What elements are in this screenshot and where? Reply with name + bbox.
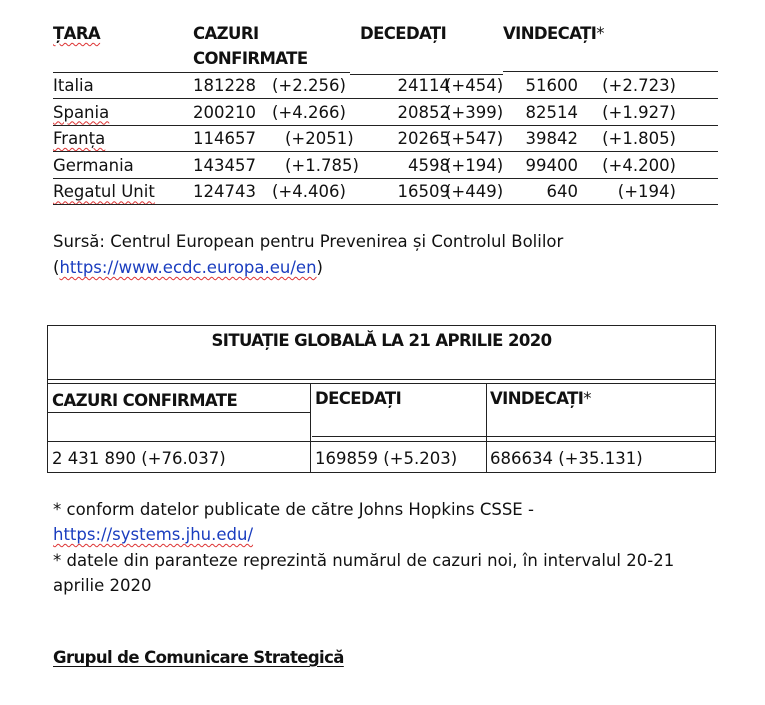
row-divider bbox=[53, 204, 718, 205]
cell-country: Germania bbox=[53, 155, 134, 175]
cell-confirmed: 181228 bbox=[193, 76, 256, 95]
divider bbox=[47, 441, 715, 442]
cell-deaths-new: (+449) bbox=[445, 182, 504, 202]
jhu-link[interactable]: https://systems.jhu.edu/ bbox=[53, 525, 254, 544]
cell-deaths-new: (+547) bbox=[445, 129, 504, 149]
global-confirmed-value: 2 431 890 (+76.037) bbox=[52, 449, 226, 468]
cell-confirmed: 114657 bbox=[193, 129, 256, 149]
cell-deaths-new: (+454) bbox=[445, 76, 504, 95]
note-2-cont: aprilie 2020 bbox=[53, 576, 152, 595]
header-confirmed-2: CONFIRMATE bbox=[193, 49, 308, 68]
divider bbox=[312, 436, 715, 437]
asterisk: * bbox=[583, 389, 592, 408]
divider bbox=[53, 72, 350, 73]
cell-recovered-new: (+2.723) bbox=[602, 76, 676, 95]
paren: ) bbox=[316, 258, 323, 277]
row-divider bbox=[53, 125, 718, 126]
cell-country: Spania bbox=[53, 102, 110, 122]
cell-country: Italia bbox=[53, 76, 94, 95]
cell-country: Regatul Unit bbox=[53, 182, 155, 202]
global-header-confirmed: CAZURI CONFIRMATE bbox=[52, 391, 238, 410]
global-header-recovered bbox=[490, 389, 592, 409]
asterisk: * bbox=[596, 24, 605, 43]
signature: Grupul de Comunicare Strategică bbox=[53, 648, 344, 667]
divider bbox=[47, 379, 715, 380]
global-header-deaths: DECEDAȚI bbox=[315, 389, 402, 408]
cell-deaths: 20852 bbox=[397, 102, 450, 122]
cell-recovered-new: (+1.927) bbox=[602, 102, 676, 122]
cell-confirmed: 200210 bbox=[193, 102, 256, 122]
header-deaths: DECEDAȚI bbox=[360, 24, 447, 43]
row-divider bbox=[53, 178, 718, 179]
cell-confirmed-new: (+4.406) bbox=[272, 182, 346, 202]
cell-recovered: 51600 bbox=[525, 76, 578, 95]
cell-confirmed: 143457 bbox=[193, 155, 256, 175]
divider bbox=[486, 384, 487, 472]
cell-confirmed-new: (+4.266) bbox=[272, 102, 346, 122]
cell-deaths-new: (+194) bbox=[445, 155, 504, 175]
divider bbox=[47, 383, 715, 384]
source-link-line bbox=[53, 258, 323, 278]
row-divider bbox=[53, 151, 718, 152]
note-1: * conform datelor publicate de către Johns Hopkins CSSE - bbox=[53, 500, 534, 519]
header-recovered bbox=[503, 24, 605, 44]
cell-deaths: 24114 bbox=[397, 76, 450, 95]
global-recovered-value: 686634 (+35.131) bbox=[490, 449, 643, 468]
global-title: SITUAȚIE GLOBALĂ LA 21 APRILIE 2020 bbox=[211, 331, 552, 350]
cell-recovered: 99400 bbox=[525, 155, 578, 175]
divider bbox=[47, 412, 310, 413]
label: VINDECAȚI bbox=[490, 389, 584, 408]
cell-recovered-new: (+1.805) bbox=[602, 129, 676, 149]
divider bbox=[350, 74, 503, 75]
cell-recovered-new: (+4.200) bbox=[602, 155, 676, 175]
header-recovered-label: VINDECAȚI bbox=[503, 24, 597, 43]
cell-deaths-new: (+399) bbox=[445, 102, 504, 122]
source-text: Sursă: Centrul European pentru Prevenirea și Controlul Bolilor bbox=[53, 232, 564, 251]
header-country: ȚARA bbox=[53, 24, 101, 43]
paren: ( bbox=[53, 258, 60, 277]
global-deaths-value: 169859 (+5.203) bbox=[315, 449, 458, 468]
cell-confirmed-new: (+2.256) bbox=[272, 76, 346, 95]
row-divider bbox=[53, 98, 718, 99]
cell-confirmed: 124743 bbox=[193, 182, 256, 202]
divider bbox=[310, 384, 311, 472]
cell-confirmed-new: (+2051) bbox=[285, 129, 354, 149]
cell-recovered-new: (+194) bbox=[617, 182, 676, 202]
cell-deaths: 20265 bbox=[397, 129, 450, 149]
cell-deaths: 4598 bbox=[408, 155, 450, 175]
cell-country: Franța bbox=[53, 129, 106, 149]
note-2: * datele din paranteze reprezintă numărul de cazuri noi, în intervalul 20-21 bbox=[53, 551, 675, 570]
ecdc-link[interactable]: https://www.ecdc.europa.eu/en bbox=[59, 258, 317, 277]
cell-deaths: 16509 bbox=[397, 182, 450, 202]
cell-recovered: 39842 bbox=[525, 129, 578, 149]
cell-recovered: 82514 bbox=[525, 102, 578, 122]
cell-recovered: 640 bbox=[546, 182, 578, 202]
cell-confirmed-new: (+1.785) bbox=[285, 155, 359, 175]
header-confirmed-1: CAZURI bbox=[193, 24, 259, 43]
divider bbox=[503, 71, 718, 72]
